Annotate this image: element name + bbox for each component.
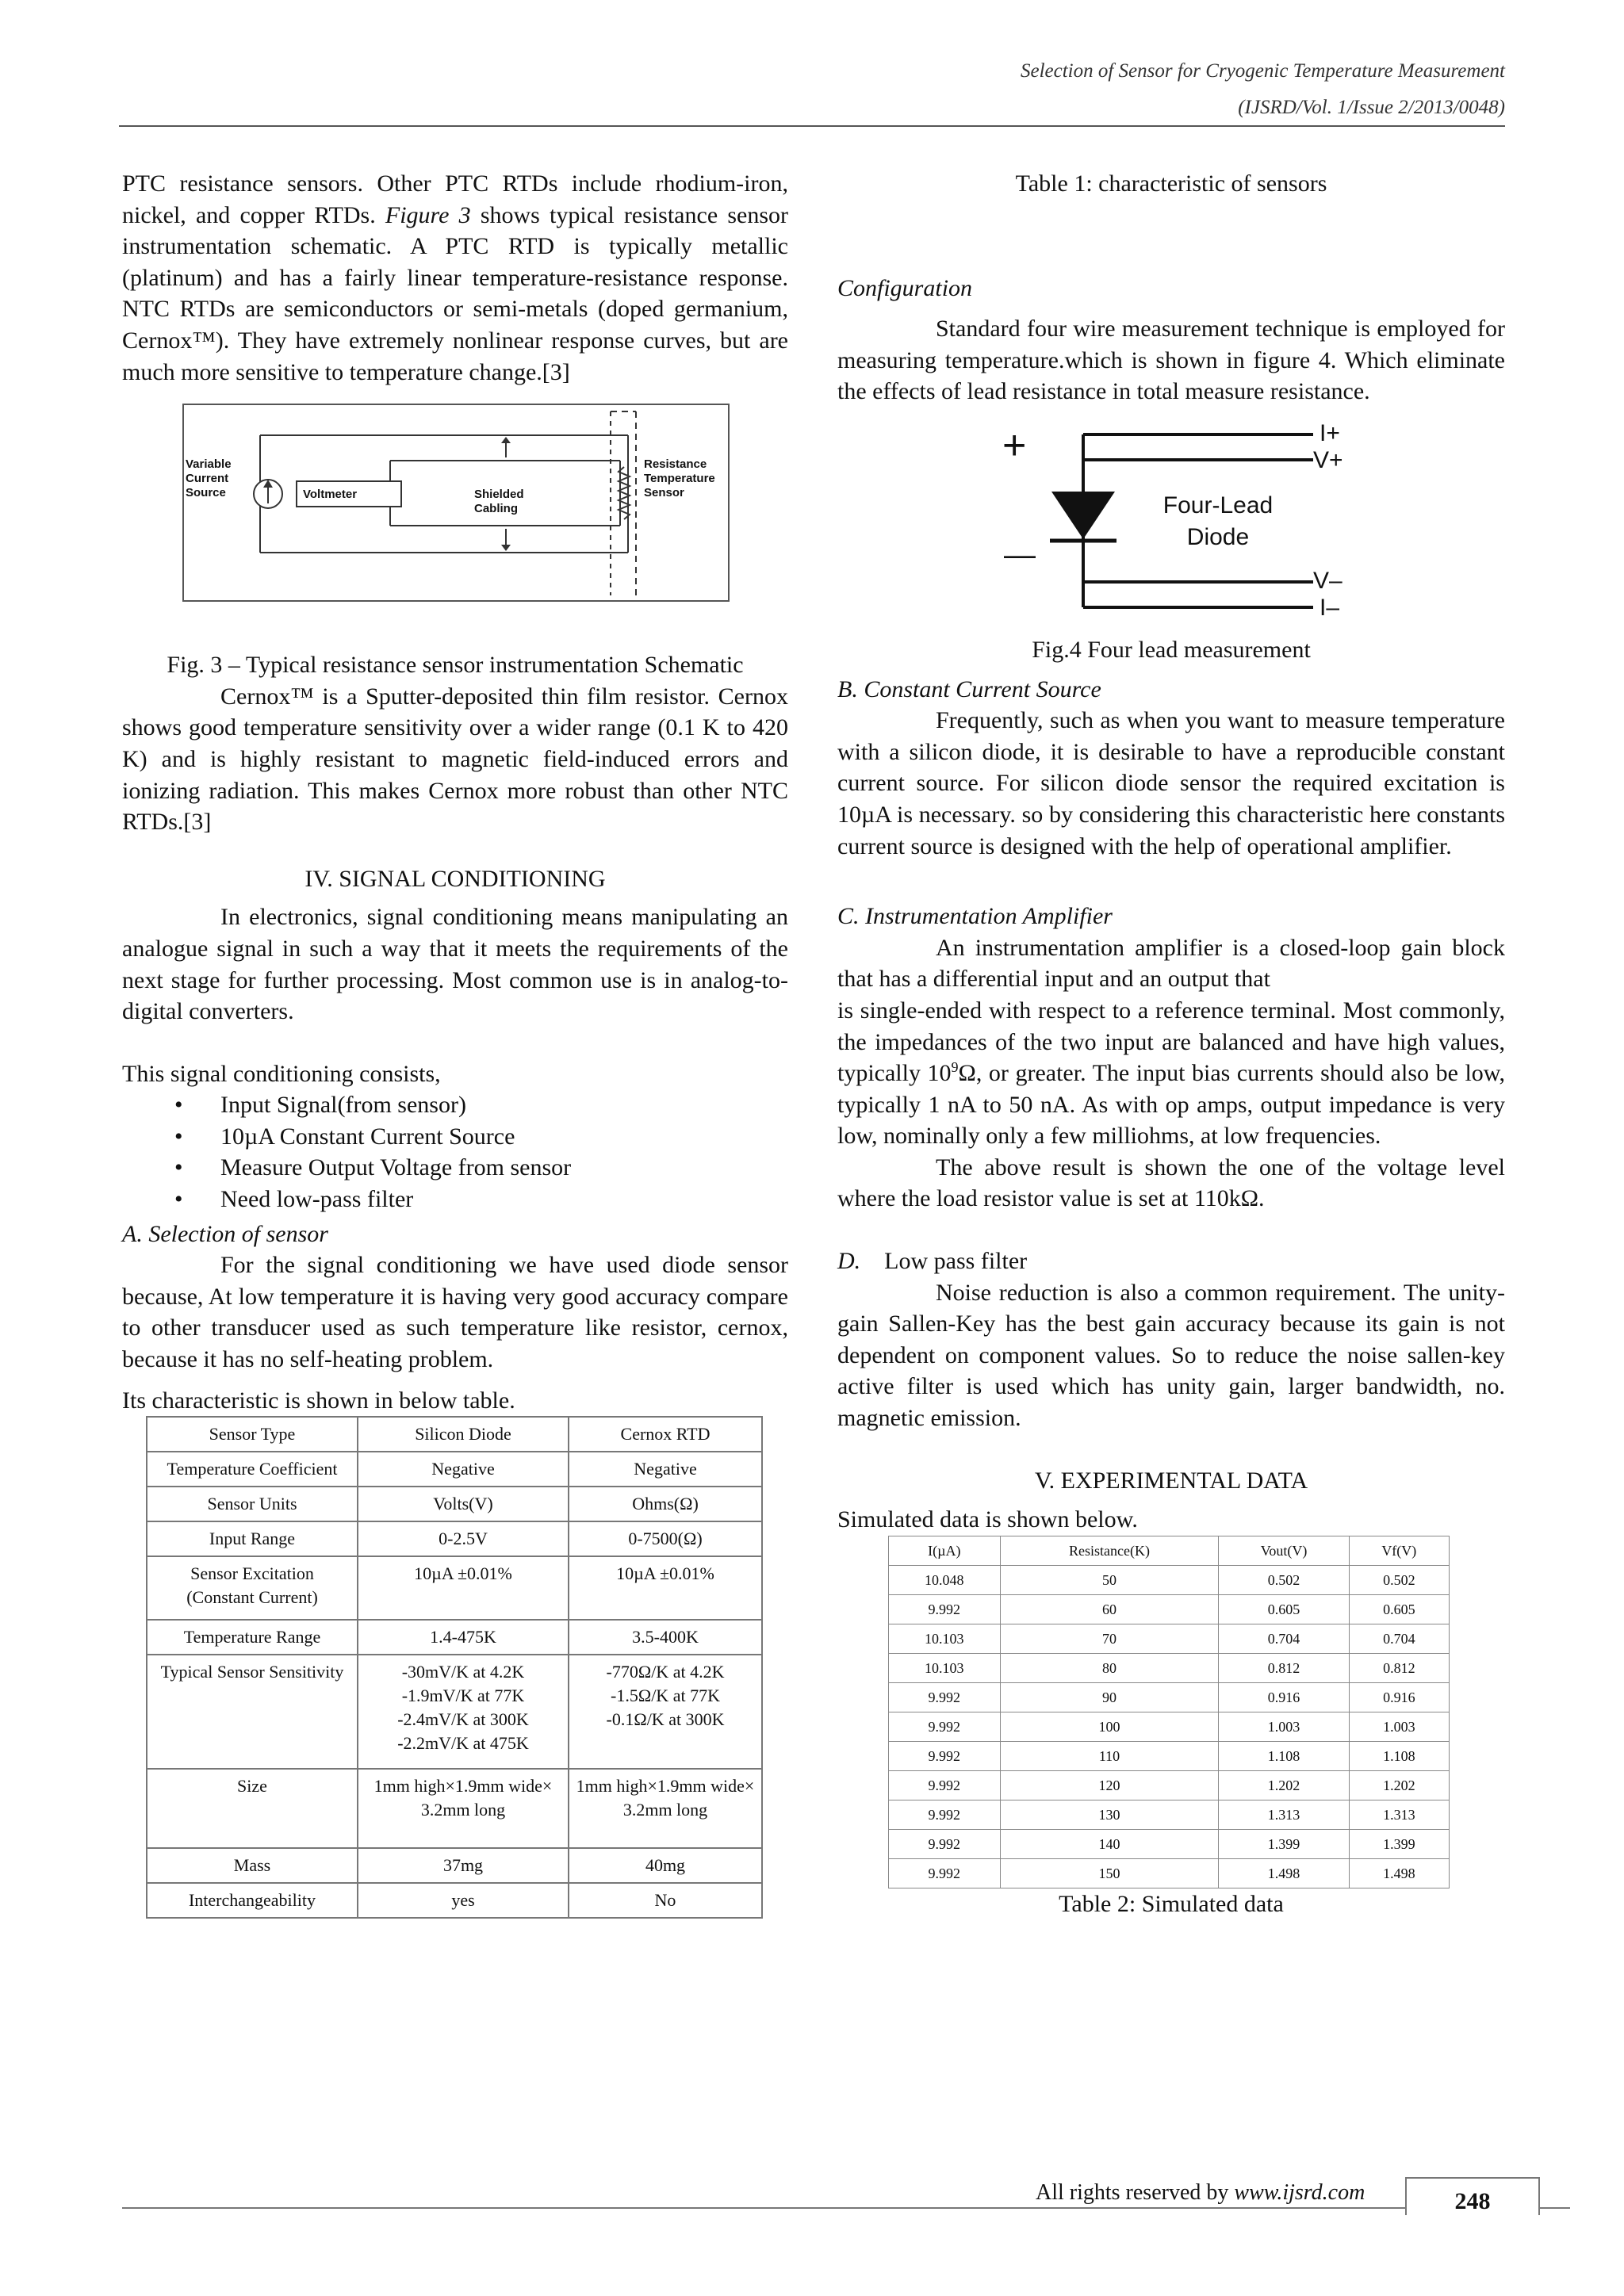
table-cell: 1.399 [1219,1829,1349,1858]
table-2-caption: Table 2: Simulated data [1059,1890,1284,1917]
table-row [147,1769,762,1848]
table-row [147,1487,762,1521]
footer-rule [122,2207,1405,2209]
table-row [147,1655,762,1769]
table-cell: 1mm high×1.9mm wide× 3.2mm long [358,1769,569,1848]
list-item: • 10µA Constant Current Source [174,1121,788,1153]
text-span: shows typical resistance sensor instrumentation schematic. A PTC RTD is typically metallic (platinum) and has a fairly linear temperature-resistance response. NTC RTDs are semiconductors or semi-metals (doped germanium, Cernox™). They have extremely nonlinear response curves, but are much more sensitive to temperature change.[3] [122,201,788,385]
table-cell: 0.605 [1219,1594,1349,1624]
table-cell: 100 [1000,1712,1219,1741]
table-cell: Ohms(Ω) [569,1487,762,1521]
table-cell: 37mg [358,1848,569,1883]
table-row [889,1741,1450,1770]
table-cell: 9.992 [889,1829,1001,1858]
table-cell: 1.202 [1219,1770,1349,1800]
table-cell: Typical Sensor Sensitivity [147,1655,358,1769]
table-cell: 40mg [569,1848,762,1883]
footer-text: All rights reserved by [1036,2180,1235,2205]
table-cell: 60 [1000,1594,1219,1624]
paragraph-consists: This signal conditioning consists, [122,1060,441,1087]
table-cell: 150 [1000,1858,1219,1888]
table-header: Vout(V) [1219,1536,1349,1565]
table-cell: Volts(V) [358,1487,569,1521]
text-span: PTC resistance sensors. Other PTC RTDs include rhodium-iron, nickel, and copper RTDs. [122,170,788,228]
list-item: • Measure Output Voltage from sensor [174,1152,788,1184]
paragraph-current-source: Frequently, such as when you want to measure temperature with a silicon diode, it is desirable to have a reproducible constant current source. For silicon diode sensor the required excitation is 10µA is necessary. so by considering this characteristic here constants current source is designed with the help of operational amplifier. [837,707,1505,859]
table-cell: 0.812 [1349,1653,1449,1682]
table-row [889,1624,1450,1653]
table-cell: 9.992 [889,1712,1001,1741]
table-cell: 70 [1000,1624,1219,1653]
table-cell: 0.704 [1349,1624,1449,1653]
section-d-heading [837,1246,1505,1277]
text-span: is single-ended with respect to a reference terminal. Most commonly, the impedances of the two input are balanced and have high values, typically 10 [837,997,1505,1087]
table-cell: 9.992 [889,1770,1001,1800]
table-header: Resistance(K) [1000,1536,1219,1565]
section-a-heading: A. Selection of sensor [122,1220,328,1247]
table-row [147,1556,762,1620]
list-item: • Need low-pass filter [174,1184,788,1215]
paragraph-characteristic: Its characteristic is shown in below table. [122,1387,515,1414]
table-cell: Silicon Diode [358,1417,569,1452]
label-resistance-temperature-sensor: Resistance Temperature Sensor [644,457,715,500]
table-cell: 1mm high×1.9mm wide× 3.2mm long [569,1769,762,1848]
paragraph-cernox: Cernox™ is a Sputter-deposited thin film resistor. Cernox shows good temperature sensitivity over a wider range (0.1 K to 420 K) and is highly resistant to magnetic field-induced errors and ionizing radiation. This makes Cernox more robust than other NTC RTDs.[3] [122,683,788,836]
table-1 [146,1416,763,1919]
paragraph-selection: For the signal conditioning we have used diode sensor because, At low temperature it is having very good accuracy compare to other transducer used as such temperature like resistor, cernox, because it has no self-heating problem. [122,1252,788,1373]
label-v-minus: V– [1313,567,1342,594]
table-row [889,1565,1450,1594]
table-cell: Sensor Type [147,1417,358,1452]
table-cell: 1.313 [1349,1800,1449,1829]
paragraph-signal-conditioning: In electronics, signal conditioning means manipulating an analogue signal in such a way that it meets the requirements of the next stage for further processing. Most common use is in analog-to-digital converters. [122,904,788,1025]
footer-rule-end [1538,2207,1570,2209]
table-row [889,1536,1450,1565]
table-1-caption: Table 1: characteristic of sensors [1015,170,1327,197]
figure-4-caption: Fig.4 Four lead measurement [1032,636,1311,663]
table-cell: 90 [1000,1682,1219,1712]
journal-citation: (IJSRD/Vol. 1/Issue 2/2013/0048) [1238,97,1505,118]
paragraph-simulated: Simulated data is shown below. [837,1506,1138,1533]
table-row [147,1452,762,1487]
table-cell: 10µA ±0.01% [358,1556,569,1620]
table-cell: Temperature Coefficient [147,1452,358,1487]
figure-4-diagram [1002,419,1345,623]
table-cell: 1.399 [1349,1829,1449,1858]
table-cell: 1.108 [1219,1741,1349,1770]
figure-3-caption: Fig. 3 – Typical resistance sensor instrumentation Schematic [167,652,744,679]
four-lead-diode-label [1147,490,1289,553]
text-span: Ω, or greater. The input bias currents should also be low, typically 1 nA to 50 nA. As with op amps, output impedance is very low, nominally only a few milliohms, at low frequencies. [837,1060,1505,1150]
table-cell: 0.502 [1219,1565,1349,1594]
table-cell: yes [358,1883,569,1918]
table-cell: 10.103 [889,1653,1001,1682]
footer-copyright [1036,2180,1365,2206]
table-cell: 1.108 [1349,1741,1449,1770]
schematic-lines [184,405,728,600]
table-row [889,1653,1450,1682]
section-c-heading: C. Instrumentation Amplifier [837,903,1113,930]
table-cell: 110 [1000,1741,1219,1770]
configuration-heading: Configuration [837,274,973,301]
table-cell: 130 [1000,1800,1219,1829]
table-cell: 1.498 [1219,1858,1349,1888]
table-cell: 0-7500(Ω) [569,1521,762,1556]
table-cell: 1.202 [1349,1770,1449,1800]
minus-terminal-label: — [1004,537,1036,572]
table-cell: 10.103 [889,1624,1001,1653]
paragraph-result: The above result is shown the one of the voltage level where the load resistor value is set at 110kΩ. [837,1154,1505,1212]
paragraph-instrumentation-2 [837,995,1505,1152]
right-column [837,168,1505,1919]
figure-reference: Figure 3 [385,201,471,228]
header-rule [119,125,1505,127]
table-row [889,1858,1450,1888]
table-cell: 0-2.5V [358,1521,569,1556]
paragraph-instrumentation-1: An instrumentation amplifier is a closed-loop gain block that has a differential input and an output that [837,934,1505,993]
table-row [889,1682,1450,1712]
section-label: D. [837,1248,861,1275]
table-row [147,1521,762,1556]
table-cell: Negative [358,1452,569,1487]
table-cell: 10.048 [889,1565,1001,1594]
table-cell: 0.812 [1219,1653,1349,1682]
table-cell: 1.4-475K [358,1620,569,1655]
running-title: Selection of Sensor for Cryogenic Temperature Measurement [1020,60,1505,82]
table-cell: Mass [147,1848,358,1883]
label-variable-current-source: Variable Current Source [186,457,232,500]
table-cell: 1.498 [1349,1858,1449,1888]
label-line: Four-Lead [1162,492,1274,519]
section-4-heading: IV. SIGNAL CONDITIONING [304,865,606,892]
table-cell: Negative [569,1452,762,1487]
table-cell: Size [147,1769,358,1848]
table-cell: 9.992 [889,1594,1001,1624]
table-cell: 1.003 [1349,1712,1449,1741]
table-cell: 140 [1000,1829,1219,1858]
superscript: 9 [951,1059,959,1076]
table-cell: Interchangeability [147,1883,358,1918]
paragraph-configuration: Standard four wire measurement technique is employed for measuring temperature.which is shown in figure 4. Which eliminate the effects of lead resistance in total measure resistance. [837,316,1505,405]
table-row [889,1594,1450,1624]
table-cell: -770Ω/K at 4.2K -1.5Ω/K at 77K -0.1Ω/K at 300K [569,1655,762,1769]
label-v-plus: V+ [1313,446,1343,473]
table-cell: 9.992 [889,1741,1001,1770]
table-cell: Temperature Range [147,1620,358,1655]
section-title: Low pass filter [884,1248,1028,1275]
section-5-heading: V. EXPERIMENTAL DATA [1034,1467,1308,1494]
list-item: • Input Signal(from sensor) [174,1089,788,1121]
table-cell: 80 [1000,1653,1219,1682]
table-2 [888,1536,1450,1888]
table-cell: Input Range [147,1521,358,1556]
table-cell: 0.916 [1219,1682,1349,1712]
table-cell: No [569,1883,762,1918]
bullet-list [122,1089,788,1215]
table-cell: 120 [1000,1770,1219,1800]
label-i-plus: I+ [1320,419,1340,446]
label-voltmeter: Voltmeter [303,488,358,502]
table-row [889,1829,1450,1858]
table-cell: Sensor Excitation (Constant Current) [147,1556,358,1620]
table-cell: 0.704 [1219,1624,1349,1653]
table-cell: 1.003 [1219,1712,1349,1741]
figure-3-schematic [182,404,730,602]
table-row [147,1848,762,1883]
plus-terminal-label: + [1002,422,1027,469]
table-cell: 50 [1000,1565,1219,1594]
section-b-heading: B. Constant Current Source [837,675,1101,702]
paragraph-low-pass: Noise reduction is also a common requirement. The unity-gain Sallen-Key has the best gain accuracy because its gain is not dependent on component values. So to reduce the noise sallen-key active filter is used which has unity gain, larger bandwidth, no. magnetic emission. [837,1279,1505,1432]
table-cell: Cernox RTD [569,1417,762,1452]
table-cell: 9.992 [889,1858,1001,1888]
table-cell: 1.313 [1219,1800,1349,1829]
left-column [122,168,788,1919]
paragraph-ptc [122,168,788,388]
table-row [889,1800,1450,1829]
table-cell: 0.502 [1349,1565,1449,1594]
footer-site-link[interactable]: www.ijsrd.com [1234,2180,1365,2205]
label-i-minus: I– [1320,594,1340,621]
table-cell: Sensor Units [147,1487,358,1521]
table-cell: 9.992 [889,1800,1001,1829]
table-cell: 0.916 [1349,1682,1449,1712]
label-line: Diode [1186,523,1250,550]
page-number: 248 [1405,2177,1540,2215]
table-row [147,1417,762,1452]
table-header: Vf(V) [1349,1536,1449,1565]
label-shielded-cabling: Shielded Cabling [474,488,524,516]
table-cell: 9.992 [889,1682,1001,1712]
table-row [889,1770,1450,1800]
table-cell: -30mV/K at 4.2K -1.9mV/K at 77K -2.4mV/K at 300K -2.2mV/K at 475K [358,1655,569,1769]
table-header: I(µA) [889,1536,1001,1565]
table-row [147,1620,762,1655]
table-row [889,1712,1450,1741]
table-cell: 3.5-400K [569,1620,762,1655]
table-cell: 0.605 [1349,1594,1449,1624]
table-cell: 10µA ±0.01% [569,1556,762,1620]
table-row [147,1883,762,1918]
